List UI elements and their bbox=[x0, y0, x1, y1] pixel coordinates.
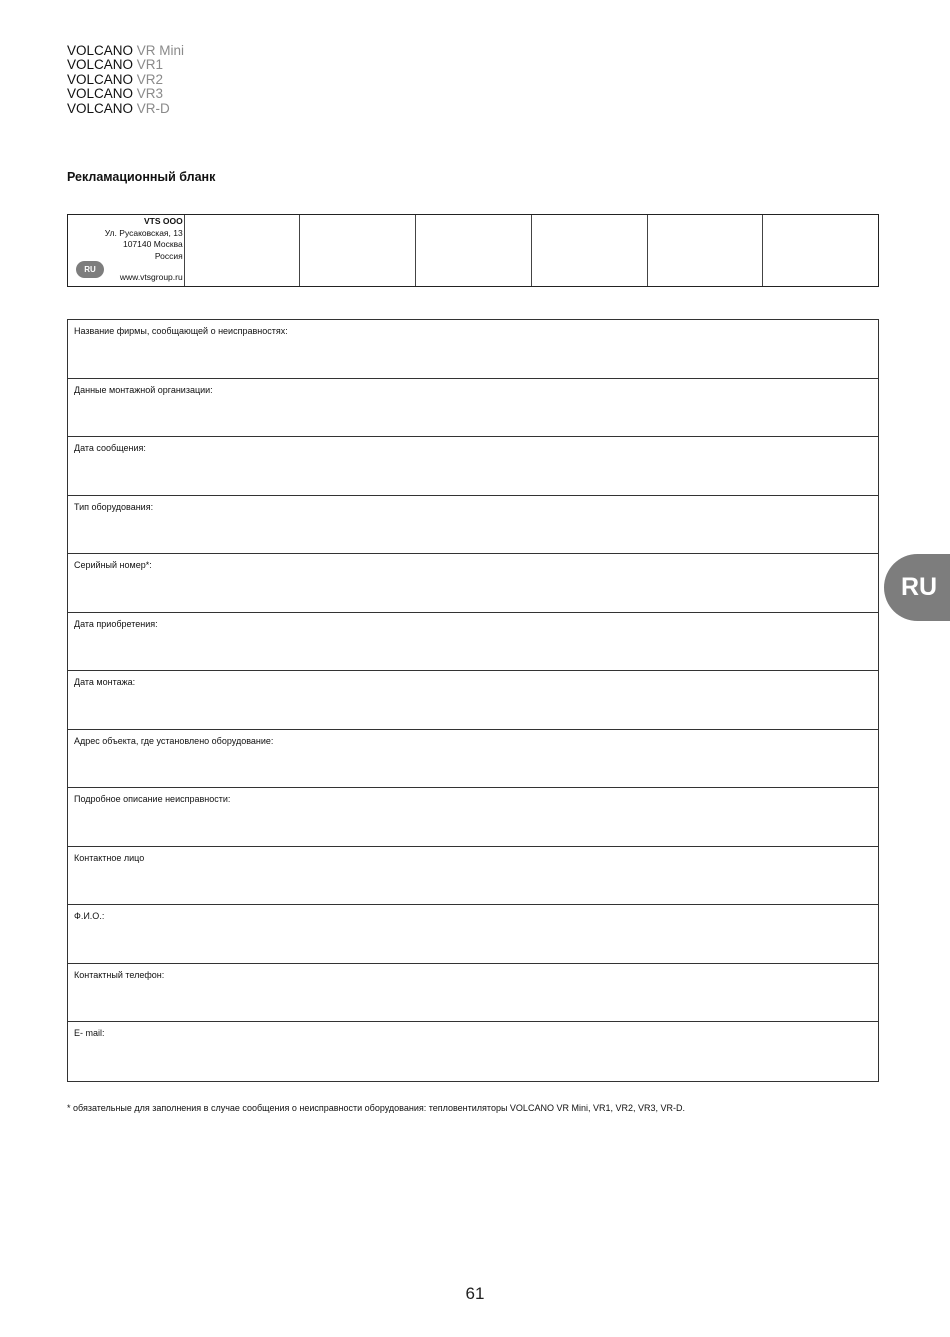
model-variant: VR1 bbox=[136, 57, 164, 73]
field-company-name[interactable] bbox=[68, 320, 878, 379]
field-installation-date[interactable] bbox=[68, 671, 878, 730]
header-blank-cell[interactable] bbox=[532, 215, 648, 286]
field-fault-description[interactable] bbox=[68, 788, 878, 847]
language-badge: RU bbox=[76, 261, 104, 278]
field-label: Тип оборудования: bbox=[74, 501, 154, 512]
field-installer[interactable] bbox=[68, 379, 878, 438]
model-name: VOLCANO bbox=[67, 57, 134, 73]
header-table bbox=[67, 214, 879, 287]
field-label: Контактный телефон: bbox=[74, 969, 165, 980]
company-website: www.vtsgroup.ru bbox=[119, 272, 183, 283]
form-title: Рекламационный бланк bbox=[67, 170, 216, 184]
model-variant: VR3 bbox=[136, 86, 164, 102]
footnote: * обязательные для заполнения в случае сообщения о неисправности оборудования: тепловентиляторы VOLCANO VR Mini, VR1, VR2, VR3, VR-D. bbox=[67, 1103, 685, 1113]
company-city: 107140 Москва bbox=[122, 239, 183, 250]
field-label: Ф.И.О.: bbox=[74, 911, 105, 921]
field-label: Дата монтажа: bbox=[74, 677, 136, 687]
model-line bbox=[67, 102, 184, 116]
model-variant: VR Mini bbox=[136, 43, 185, 58]
model-line bbox=[67, 58, 184, 72]
field-label: Дата приобретения: bbox=[74, 618, 158, 629]
company-country: Россия bbox=[154, 250, 183, 261]
model-name: VOLCANO bbox=[67, 43, 134, 58]
header-blank-cell[interactable] bbox=[416, 215, 532, 286]
field-full-name[interactable] bbox=[68, 905, 878, 964]
field-label: Название фирмы, сообщающей о неисправностях: bbox=[74, 326, 288, 336]
company-name: VTS OOO bbox=[143, 216, 183, 226]
model-line bbox=[67, 44, 184, 58]
model-line bbox=[67, 73, 184, 87]
field-serial-number[interactable] bbox=[68, 554, 878, 613]
field-label: Подробное описание неисправности: bbox=[74, 794, 231, 804]
field-label: Контактное лицо bbox=[74, 852, 145, 863]
field-purchase-date[interactable] bbox=[68, 613, 878, 672]
model-name: VOLCANO bbox=[67, 86, 134, 102]
field-email[interactable] bbox=[68, 1022, 878, 1081]
header-blank-cell[interactable] bbox=[300, 215, 416, 286]
model-line bbox=[67, 87, 184, 101]
field-site-address[interactable] bbox=[68, 730, 878, 789]
model-variant: VR-D bbox=[136, 100, 170, 116]
complaint-form-fields bbox=[67, 319, 879, 1082]
field-report-date[interactable] bbox=[68, 437, 878, 496]
model-name: VOLCANO bbox=[67, 71, 134, 87]
field-equipment-type[interactable] bbox=[68, 496, 878, 555]
field-label: E- mail: bbox=[74, 1028, 105, 1038]
company-info-cell bbox=[68, 215, 185, 286]
model-name: VOLCANO bbox=[67, 100, 134, 116]
field-label: Адрес объекта, где установлено оборудование: bbox=[74, 735, 274, 746]
page-number: 61 bbox=[465, 1284, 485, 1303]
field-contact-person[interactable] bbox=[68, 847, 878, 906]
field-label: Дата сообщения: bbox=[74, 443, 146, 453]
model-variant: VR2 bbox=[136, 71, 164, 87]
field-label: Серийный номер*: bbox=[74, 560, 152, 570]
header-blank-cell[interactable] bbox=[185, 215, 301, 286]
language-tab: RU bbox=[884, 554, 950, 621]
header-blank-cell[interactable] bbox=[763, 215, 878, 286]
field-phone[interactable] bbox=[68, 964, 878, 1023]
company-street: Ул. Русаковская, 13 bbox=[104, 227, 183, 238]
header-blank-cell[interactable] bbox=[648, 215, 764, 286]
field-label: Данные монтажной организации: bbox=[74, 384, 213, 395]
model-list bbox=[67, 44, 184, 116]
